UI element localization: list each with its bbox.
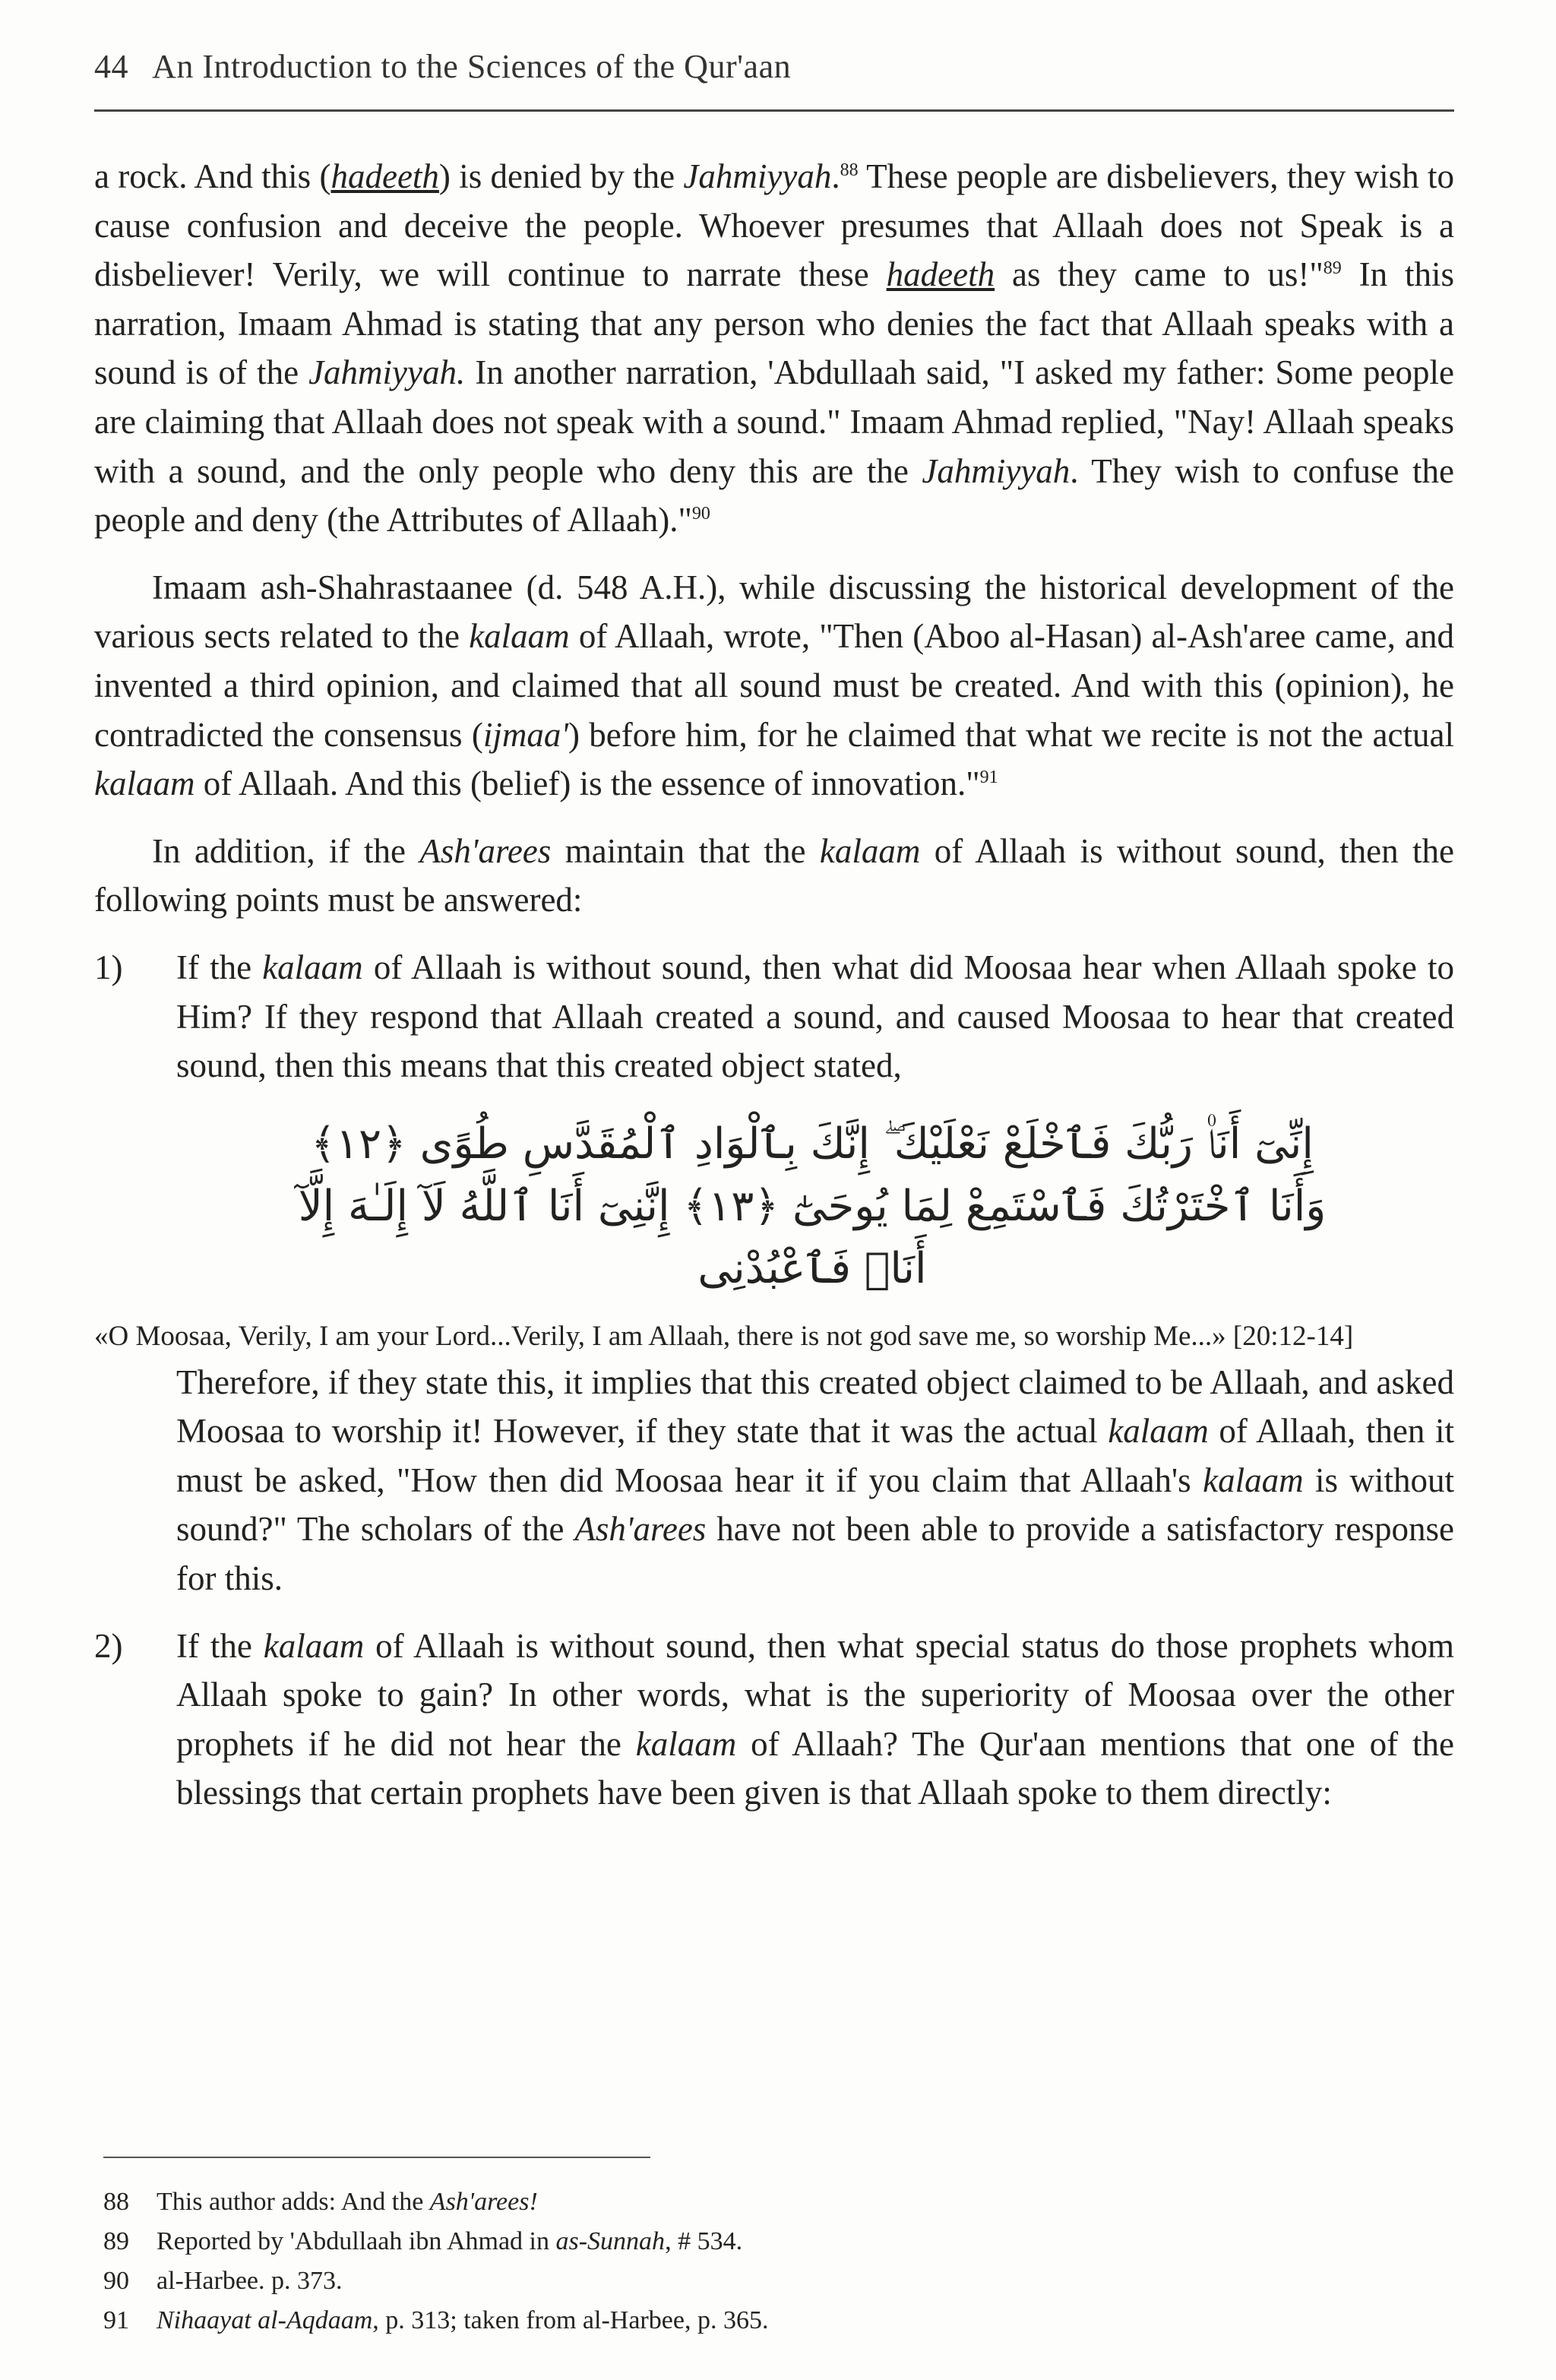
running-title: An Introduction to the Sciences of the Qur'aan [152, 48, 792, 85]
body-text [94, 152, 1454, 1818]
footnote-ref-90: 90 [691, 504, 710, 524]
footnotes [103, 2182, 1395, 2340]
header-rule [94, 109, 1454, 112]
footnote-ref-88: 88 [840, 160, 859, 180]
paragraph-2: Imaam ash-Shahrastaanee (d. 548 A.H.), while discussing the historical development of the various sects related to the kalaam of Allaah, wrote, "Then (Aboo al-Hasan) al-Ash'aree came, and invented a third opinion, and claimed that all sound must be created. And with this (opinion), he contradicted the consensus (ijmaa') before him, for he claimed that what we recite is not the actual kalaam of Allaah. And this (belief) is the essence of innovation."$^{91}$ [94, 568, 1454, 803]
footnote-ref-91: 91 [979, 767, 998, 788]
footnote-rule [103, 2157, 650, 2158]
footnote-91: 91 Nihaayat al-Aqdaam, p. 313; taken from al-Harbee, p. 365. [103, 2306, 769, 2334]
paragraph-1: a rock. And this (hadeeth) is denied by the Jahmiyyah.$^{88}$ These people are disbelievers, they wish to cause confusion and deceive the people. Whoever presumes that Allaah does not Speak is a disbeliever! Verily, we will continue to narrate these hadeeth as they came to us!"$^{89}$ In this narration, Imaam Ahmad is stating that any person who denies the fact that Allaah speaks with a sound is of the Jahmiyyah. In another narration, 'Abdullaah said, "I asked my father: Some people are claiming that Allaah does not speak with a sound." Imaam Ahmad replied, "Nay! Allaah speaks with a sound, and the only people who deny this are the Jahmiyyah. They wish to confuse the people and deny (the Attributes of Allaah)."$^{90}$ [94, 157, 1454, 540]
point-1: 1) If the kalaam of Allaah is without sound, then what did Moosaa hear when Allaah spoke to Him? If they respond that Allaah created a sound, and caused Moosaa to hear that created sound, then this means that this created object stated, [94, 943, 1454, 1090]
quran-verse-translation: «O Moosaa, Verily, I am your Lord...Verily, I am Allaah, there is not god save me, so worship Me...» [20:12-14] [94, 1320, 1354, 1352]
footnote-88: 88 This author adds: And the Ash'arees! [103, 2188, 538, 2216]
footnote-89: 89 Reported by 'Abdullaah ibn Ahmad in as-Sunnah, # 534. [103, 2227, 743, 2255]
point-number: 2) [94, 1626, 123, 1665]
point-number: 1) [94, 948, 123, 986]
quran-verse-arabic: إِنِّىٓ أَنَا۠ رَبُّكَ فَٱخْلَعْ نَعْلَيْكَ ۖ إِنَّكَ بِٱلْوَادِ ٱلْمُقَدَّسِ طُوًى ﴿١٢﴾ وَأَنَا ٱخْتَرْتُكَ فَٱسْتَمِعْ لِمَا يُوحَىٰٓ ﴿١٣﴾ إِنَّنِىٓ أَنَا ٱللَّهُ لَآ إِلَـٰهَ إِلَّآ أَنَا۠ فَٱعْبُدْنِى [298, 1119, 1327, 1293]
footnote-ref-89: 89 [1323, 258, 1342, 279]
footnote-90: 90 al-Harbee. p. 373. [103, 2267, 343, 2295]
running-header [94, 47, 1454, 86]
paragraph-3: In addition, if the Ash'arees maintain that the kalaam of Allaah is without sound, then the following points must be answered: [94, 831, 1454, 919]
point-1-continued: Therefore, if they state this, it implies that this created object claimed to be Allaah, and asked Moosaa to worship it! However, if they state that it was the actual kalaam of Allaah, then it must be asked, "How then did Moosaa hear it if you claim that Allaah's kalaam is without sound?" The scholars of the Ash'arees have not been able to provide a satisfactory response for this. [176, 1362, 1454, 1598]
page-number: 44 [94, 48, 128, 85]
point-2: 2) If the kalaam of Allaah is without sound, then what special status do those prophets whom Allaah spoke to gain? In other words, what is the superiority of Moosaa over the other prophets if he did not hear the kalaam of Allaah? The Qur'aan mentions that one of the blessings that certain prophets have been given is that Allaah spoke to them directly: [94, 1622, 1454, 1818]
